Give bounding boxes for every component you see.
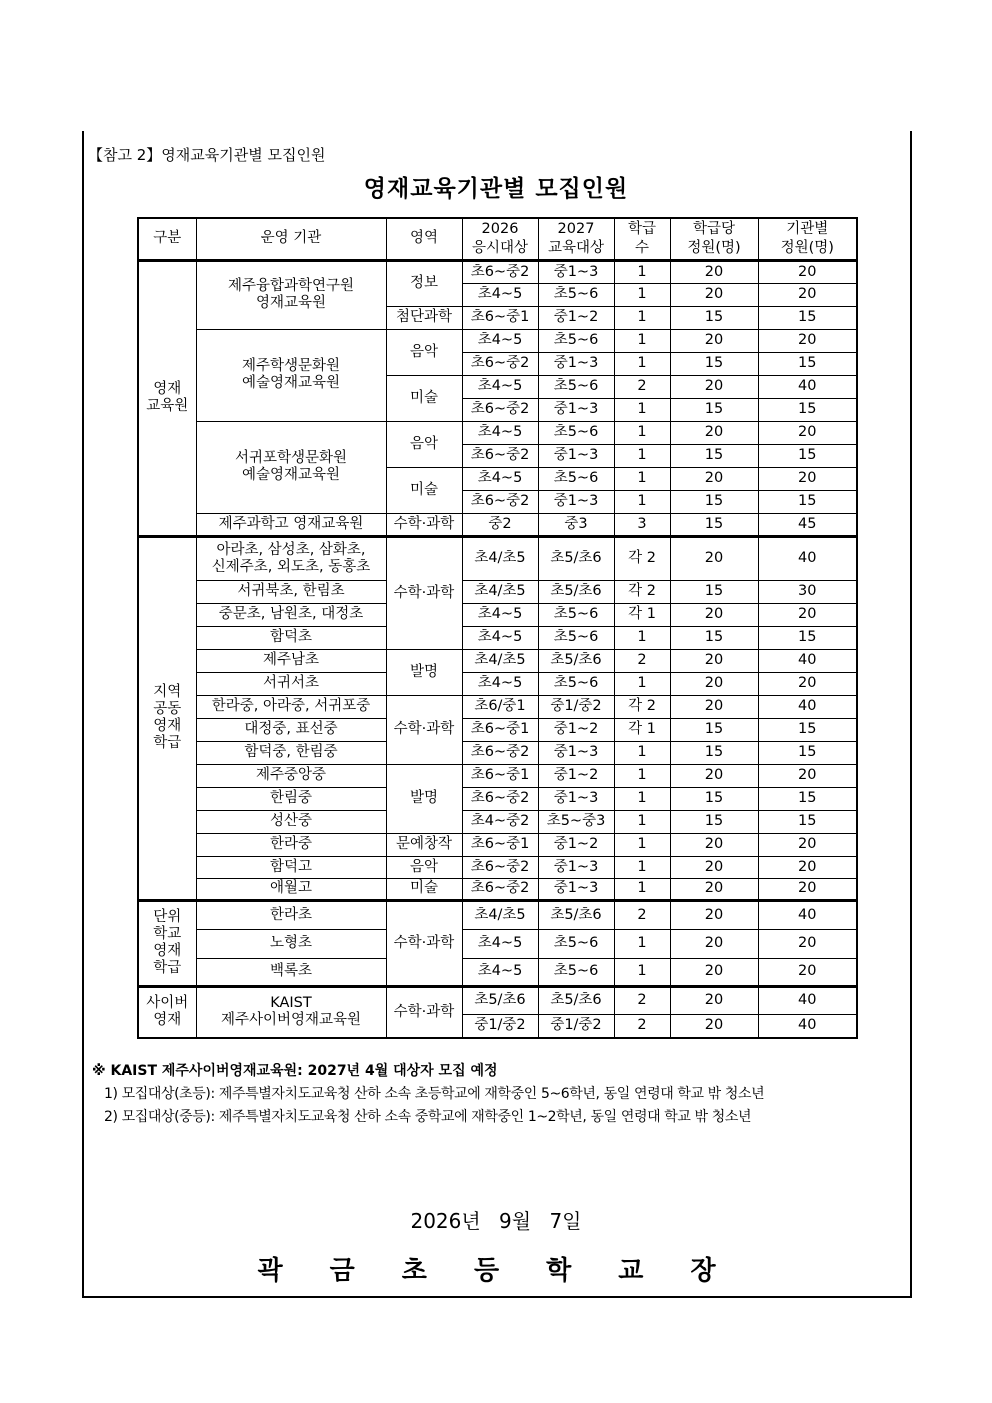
class-count-cell: 1 bbox=[614, 672, 670, 695]
target-2026-cell: 초4~중2 bbox=[462, 810, 538, 833]
target-2026-cell: 초4~5 bbox=[462, 603, 538, 626]
total-cell: 15 bbox=[758, 490, 857, 513]
target-2027-cell: 중1~2 bbox=[538, 764, 614, 787]
group-regional-class bbox=[138, 536, 857, 900]
field-name: 정보 bbox=[386, 260, 462, 306]
field-name: 발명 bbox=[386, 764, 462, 833]
class-count-cell: 1 bbox=[614, 787, 670, 810]
table-row bbox=[138, 649, 857, 672]
table-row bbox=[138, 695, 857, 718]
class-count-cell: 1 bbox=[614, 398, 670, 421]
header-category: 구분 bbox=[138, 218, 196, 260]
group-gifted-center bbox=[138, 260, 857, 536]
header-total: 기관별 정원(명) bbox=[758, 218, 857, 260]
target-2027-cell: 중1~3 bbox=[538, 878, 614, 900]
target-2026-cell: 초6~중1 bbox=[462, 833, 538, 856]
total-cell: 20 bbox=[758, 329, 857, 352]
target-2027-cell: 중1~2 bbox=[538, 718, 614, 741]
target-2026-cell: 초6~중2 bbox=[462, 741, 538, 764]
target-2027-cell: 중1~3 bbox=[538, 490, 614, 513]
target-2026-cell: 초6~중2 bbox=[462, 352, 538, 375]
per-class-cell: 15 bbox=[670, 306, 758, 329]
target-2027-cell: 초5~6 bbox=[538, 929, 614, 958]
class-count-cell: 1 bbox=[614, 444, 670, 467]
target-2026-cell: 초4/초5 bbox=[462, 649, 538, 672]
reference-label: 【참고 2】영재교육기관별 모집인원 bbox=[88, 146, 326, 164]
group-cyber bbox=[138, 986, 857, 1038]
institution-name: 대정중, 표선중 bbox=[196, 718, 386, 741]
total-cell: 20 bbox=[758, 958, 857, 986]
target-2026-cell: 초6~중2 bbox=[462, 787, 538, 810]
institution-name: 한라중, 아라중, 서귀포중 bbox=[196, 695, 386, 718]
per-class-cell: 15 bbox=[670, 718, 758, 741]
target-2027-cell: 중1~3 bbox=[538, 787, 614, 810]
class-count-cell: 1 bbox=[614, 329, 670, 352]
target-2026-cell: 초6~중2 bbox=[462, 878, 538, 900]
target-2026-cell: 중1/중2 bbox=[462, 1014, 538, 1038]
target-2027-cell: 중1~3 bbox=[538, 741, 614, 764]
table-row bbox=[138, 536, 857, 580]
target-2027-cell: 중1/중2 bbox=[538, 1014, 614, 1038]
field-name: 문예창작 bbox=[386, 833, 462, 856]
per-class-cell: 20 bbox=[670, 375, 758, 398]
target-2026-cell: 초4~5 bbox=[462, 283, 538, 306]
target-2027-cell: 초5~6 bbox=[538, 958, 614, 986]
group-label: 사이버 영재 bbox=[138, 986, 196, 1038]
target-2026-cell: 초6~중1 bbox=[462, 764, 538, 787]
class-count-cell: 1 bbox=[614, 878, 670, 900]
field-name: 수학·과학 bbox=[386, 513, 462, 536]
header-row bbox=[138, 218, 857, 260]
per-class-cell: 20 bbox=[670, 649, 758, 672]
header-classes: 학급 수 bbox=[614, 218, 670, 260]
target-2027-cell: 초5~6 bbox=[538, 672, 614, 695]
class-count-cell: 각 2 bbox=[614, 695, 670, 718]
table-row bbox=[138, 787, 857, 810]
table-row bbox=[138, 580, 857, 603]
institution-name: 제주융합과학연구원 영재교육원 bbox=[196, 260, 386, 329]
page-title: 영재교육기관별 모집인원 bbox=[363, 176, 629, 202]
class-count-cell: 1 bbox=[614, 958, 670, 986]
header-institution: 운영 기관 bbox=[196, 218, 386, 260]
per-class-cell: 20 bbox=[670, 421, 758, 444]
class-count-cell: 1 bbox=[614, 764, 670, 787]
target-2027-cell: 중3 bbox=[538, 513, 614, 536]
target-2026-cell: 초4~5 bbox=[462, 375, 538, 398]
target-2027-cell: 초5/초6 bbox=[538, 900, 614, 929]
table-row bbox=[138, 878, 857, 900]
field-name: 수학·과학 bbox=[386, 900, 462, 986]
total-cell: 30 bbox=[758, 580, 857, 603]
institution-name: 성산중 bbox=[196, 810, 386, 833]
total-cell: 45 bbox=[758, 513, 857, 536]
class-count-cell: 1 bbox=[614, 929, 670, 958]
per-class-cell: 15 bbox=[670, 352, 758, 375]
target-2027-cell: 초5/초6 bbox=[538, 580, 614, 603]
class-count-cell: 각 1 bbox=[614, 718, 670, 741]
per-class-cell: 15 bbox=[670, 580, 758, 603]
total-cell: 20 bbox=[758, 856, 857, 878]
institution-name: 함덕중, 한림중 bbox=[196, 741, 386, 764]
total-cell: 20 bbox=[758, 421, 857, 444]
target-2026-cell: 초4~5 bbox=[462, 958, 538, 986]
field-name: 미술 bbox=[386, 878, 462, 900]
per-class-cell: 20 bbox=[670, 467, 758, 490]
total-cell: 15 bbox=[758, 444, 857, 467]
per-class-cell: 20 bbox=[670, 856, 758, 878]
target-2026-cell: 초6~중2 bbox=[462, 444, 538, 467]
total-cell: 20 bbox=[758, 833, 857, 856]
class-count-cell: 1 bbox=[614, 306, 670, 329]
table-row bbox=[138, 741, 857, 764]
per-class-cell: 15 bbox=[670, 490, 758, 513]
class-count-cell: 2 bbox=[614, 900, 670, 929]
table-row bbox=[138, 856, 857, 878]
total-cell: 20 bbox=[758, 878, 857, 900]
total-cell: 15 bbox=[758, 810, 857, 833]
per-class-cell: 20 bbox=[670, 878, 758, 900]
total-cell: 15 bbox=[758, 626, 857, 649]
total-cell: 20 bbox=[758, 467, 857, 490]
field-name: 음악 bbox=[386, 329, 462, 375]
total-cell: 15 bbox=[758, 741, 857, 764]
per-class-cell: 20 bbox=[670, 764, 758, 787]
class-count-cell: 2 bbox=[614, 1014, 670, 1038]
group-label: 지역 공동 영재 학급 bbox=[138, 536, 196, 900]
per-class-cell: 20 bbox=[670, 958, 758, 986]
total-cell: 15 bbox=[758, 718, 857, 741]
total-cell: 20 bbox=[758, 283, 857, 306]
field-name: 미술 bbox=[386, 467, 462, 513]
total-cell: 15 bbox=[758, 352, 857, 375]
total-cell: 40 bbox=[758, 536, 857, 580]
note-main: ※ KAIST 제주사이버영재교육원: 2027년 4월 대상자 모집 예정 bbox=[92, 1063, 498, 1079]
table-row bbox=[138, 260, 857, 283]
per-class-cell: 15 bbox=[670, 444, 758, 467]
target-2026-cell: 초4/초5 bbox=[462, 536, 538, 580]
target-2026-cell: 초4~5 bbox=[462, 626, 538, 649]
table-row bbox=[138, 764, 857, 787]
target-2027-cell: 초5~6 bbox=[538, 283, 614, 306]
field-name: 미술 bbox=[386, 375, 462, 421]
per-class-cell: 15 bbox=[670, 398, 758, 421]
institution-name: 서귀서초 bbox=[196, 672, 386, 695]
target-2026-cell: 중2 bbox=[462, 513, 538, 536]
total-cell: 40 bbox=[758, 900, 857, 929]
table-row bbox=[138, 929, 857, 958]
institution-name: 한라초 bbox=[196, 900, 386, 929]
target-2027-cell: 초5~6 bbox=[538, 626, 614, 649]
issue-date: 2026년 9월 7일 bbox=[410, 1209, 582, 1233]
per-class-cell: 20 bbox=[670, 329, 758, 352]
table-row bbox=[138, 810, 857, 833]
header-field: 영역 bbox=[386, 218, 462, 260]
per-class-cell: 20 bbox=[670, 672, 758, 695]
table-row bbox=[138, 900, 857, 929]
table-row bbox=[138, 513, 857, 536]
recruitment-table bbox=[137, 217, 858, 1039]
group-label: 영재 교육원 bbox=[138, 260, 196, 536]
class-count-cell: 1 bbox=[614, 421, 670, 444]
institution-name: 한라중 bbox=[196, 833, 386, 856]
institution-name: 중문초, 남원초, 대정초 bbox=[196, 603, 386, 626]
target-2026-cell: 초4/초5 bbox=[462, 900, 538, 929]
class-count-cell: 1 bbox=[614, 626, 670, 649]
institution-name: 제주남초 bbox=[196, 649, 386, 672]
class-count-cell: 2 bbox=[614, 375, 670, 398]
field-name: 수학·과학 bbox=[386, 695, 462, 764]
note-2: 2) 모집대상(중등): 제주특별자치도교육청 산하 소속 중학교에 재학중인 1~2학년, 동일 연령대 학교 밖 청소년 bbox=[104, 1109, 752, 1125]
target-2027-cell: 중1~3 bbox=[538, 444, 614, 467]
field-name: 수학·과학 bbox=[386, 986, 462, 1038]
total-cell: 15 bbox=[758, 398, 857, 421]
target-2027-cell: 초5/초6 bbox=[538, 986, 614, 1014]
class-count-cell: 2 bbox=[614, 649, 670, 672]
institution-name: 제주중앙중 bbox=[196, 764, 386, 787]
header-target-2026: 2026 응시대상 bbox=[462, 218, 538, 260]
target-2027-cell: 중1~3 bbox=[538, 352, 614, 375]
per-class-cell: 20 bbox=[670, 986, 758, 1014]
table-row bbox=[138, 603, 857, 626]
target-2027-cell: 초5/초6 bbox=[538, 649, 614, 672]
target-2026-cell: 초4~5 bbox=[462, 329, 538, 352]
class-count-cell: 3 bbox=[614, 513, 670, 536]
total-cell: 40 bbox=[758, 695, 857, 718]
target-2026-cell: 초5/초6 bbox=[462, 986, 538, 1014]
notes bbox=[92, 1060, 764, 1129]
per-class-cell: 20 bbox=[670, 900, 758, 929]
group-label: 단위 학교 영재 학급 bbox=[138, 900, 196, 986]
institution-name: 백록초 bbox=[196, 958, 386, 986]
header-per-class: 학급당 정원(명) bbox=[670, 218, 758, 260]
institution-name: 서귀북초, 한림초 bbox=[196, 580, 386, 603]
institution-name: 함덕고 bbox=[196, 856, 386, 878]
total-cell: 40 bbox=[758, 1014, 857, 1038]
total-cell: 15 bbox=[758, 306, 857, 329]
target-2027-cell: 중1~3 bbox=[538, 856, 614, 878]
target-2027-cell: 중1/중2 bbox=[538, 695, 614, 718]
target-2027-cell: 초5/초6 bbox=[538, 536, 614, 580]
target-2026-cell: 초4/초5 bbox=[462, 580, 538, 603]
total-cell: 20 bbox=[758, 260, 857, 283]
target-2027-cell: 중1~2 bbox=[538, 833, 614, 856]
target-2026-cell: 초6~중2 bbox=[462, 398, 538, 421]
institution-name: 아라초, 삼성초, 삼화초, 신제주초, 외도초, 동홍초 bbox=[196, 536, 386, 580]
class-count-cell: 각 1 bbox=[614, 603, 670, 626]
per-class-cell: 20 bbox=[670, 929, 758, 958]
table-row bbox=[138, 672, 857, 695]
per-class-cell: 20 bbox=[670, 1014, 758, 1038]
per-class-cell: 20 bbox=[670, 833, 758, 856]
institution-name: 함덕초 bbox=[196, 626, 386, 649]
total-cell: 20 bbox=[758, 672, 857, 695]
target-2026-cell: 초4~5 bbox=[462, 672, 538, 695]
total-cell: 20 bbox=[758, 929, 857, 958]
target-2027-cell: 초5~6 bbox=[538, 467, 614, 490]
target-2026-cell: 초6~중2 bbox=[462, 490, 538, 513]
target-2026-cell: 초4~5 bbox=[462, 421, 538, 444]
class-count-cell: 1 bbox=[614, 856, 670, 878]
institution-name: 한림중 bbox=[196, 787, 386, 810]
institution-name: 애월고 bbox=[196, 878, 386, 900]
total-cell: 40 bbox=[758, 986, 857, 1014]
institution-name: 노형초 bbox=[196, 929, 386, 958]
target-2027-cell: 중1~3 bbox=[538, 260, 614, 283]
target-2026-cell: 초4~5 bbox=[462, 929, 538, 958]
institution-name: 서귀포학생문화원 예술영재교육원 bbox=[196, 421, 386, 513]
field-name: 발명 bbox=[386, 649, 462, 695]
total-cell: 40 bbox=[758, 375, 857, 398]
table-row bbox=[138, 833, 857, 856]
table-row bbox=[138, 718, 857, 741]
group-school-class bbox=[138, 900, 857, 986]
per-class-cell: 20 bbox=[670, 536, 758, 580]
total-cell: 20 bbox=[758, 764, 857, 787]
class-count-cell: 1 bbox=[614, 741, 670, 764]
target-2026-cell: 초6~중1 bbox=[462, 718, 538, 741]
per-class-cell: 15 bbox=[670, 810, 758, 833]
class-count-cell: 1 bbox=[614, 260, 670, 283]
table-row bbox=[138, 626, 857, 649]
target-2027-cell: 초5~중3 bbox=[538, 810, 614, 833]
table-row bbox=[138, 421, 857, 444]
target-2026-cell: 초6/중1 bbox=[462, 695, 538, 718]
class-count-cell: 각 2 bbox=[614, 536, 670, 580]
table-row bbox=[138, 986, 857, 1014]
table-row bbox=[138, 958, 857, 986]
class-count-cell: 1 bbox=[614, 833, 670, 856]
header-target-2027: 2027 교육대상 bbox=[538, 218, 614, 260]
total-cell: 20 bbox=[758, 603, 857, 626]
field-name: 음악 bbox=[386, 856, 462, 878]
institution-name: KAIST 제주사이버영재교육원 bbox=[196, 986, 386, 1038]
target-2027-cell: 초5~6 bbox=[538, 375, 614, 398]
target-2027-cell: 초5~6 bbox=[538, 329, 614, 352]
class-count-cell: 각 2 bbox=[614, 580, 670, 603]
total-cell: 15 bbox=[758, 787, 857, 810]
table-row bbox=[138, 329, 857, 352]
target-2027-cell: 중1~2 bbox=[538, 306, 614, 329]
institution-name: 제주학생문화원 예술영재교육원 bbox=[196, 329, 386, 421]
target-2027-cell: 중1~3 bbox=[538, 398, 614, 421]
per-class-cell: 15 bbox=[670, 626, 758, 649]
field-name: 음악 bbox=[386, 421, 462, 467]
target-2027-cell: 초5~6 bbox=[538, 603, 614, 626]
target-2026-cell: 초6~중2 bbox=[462, 856, 538, 878]
note-1: 1) 모집대상(초등): 제주특별자치도교육청 산하 소속 초등학교에 재학중인 5~6학년, 동일 연령대 학교 밖 청소년 bbox=[104, 1086, 765, 1102]
per-class-cell: 20 bbox=[670, 695, 758, 718]
per-class-cell: 15 bbox=[670, 787, 758, 810]
class-count-cell: 2 bbox=[614, 986, 670, 1014]
institution-name: 제주과학고 영재교육원 bbox=[196, 513, 386, 536]
field-name: 수학·과학 bbox=[386, 536, 462, 649]
signature: 곽 금 초 등 학 교 장 bbox=[257, 1256, 735, 1286]
class-count-cell: 1 bbox=[614, 490, 670, 513]
per-class-cell: 15 bbox=[670, 513, 758, 536]
per-class-cell: 20 bbox=[670, 260, 758, 283]
total-cell: 40 bbox=[758, 649, 857, 672]
field-name: 첨단과학 bbox=[386, 306, 462, 329]
class-count-cell: 1 bbox=[614, 810, 670, 833]
class-count-cell: 1 bbox=[614, 467, 670, 490]
class-count-cell: 1 bbox=[614, 352, 670, 375]
target-2026-cell: 초6~중2 bbox=[462, 260, 538, 283]
per-class-cell: 20 bbox=[670, 603, 758, 626]
target-2026-cell: 초4~5 bbox=[462, 467, 538, 490]
per-class-cell: 15 bbox=[670, 741, 758, 764]
per-class-cell: 20 bbox=[670, 283, 758, 306]
class-count-cell: 1 bbox=[614, 283, 670, 306]
target-2026-cell: 초6~중1 bbox=[462, 306, 538, 329]
target-2027-cell: 초5~6 bbox=[538, 421, 614, 444]
